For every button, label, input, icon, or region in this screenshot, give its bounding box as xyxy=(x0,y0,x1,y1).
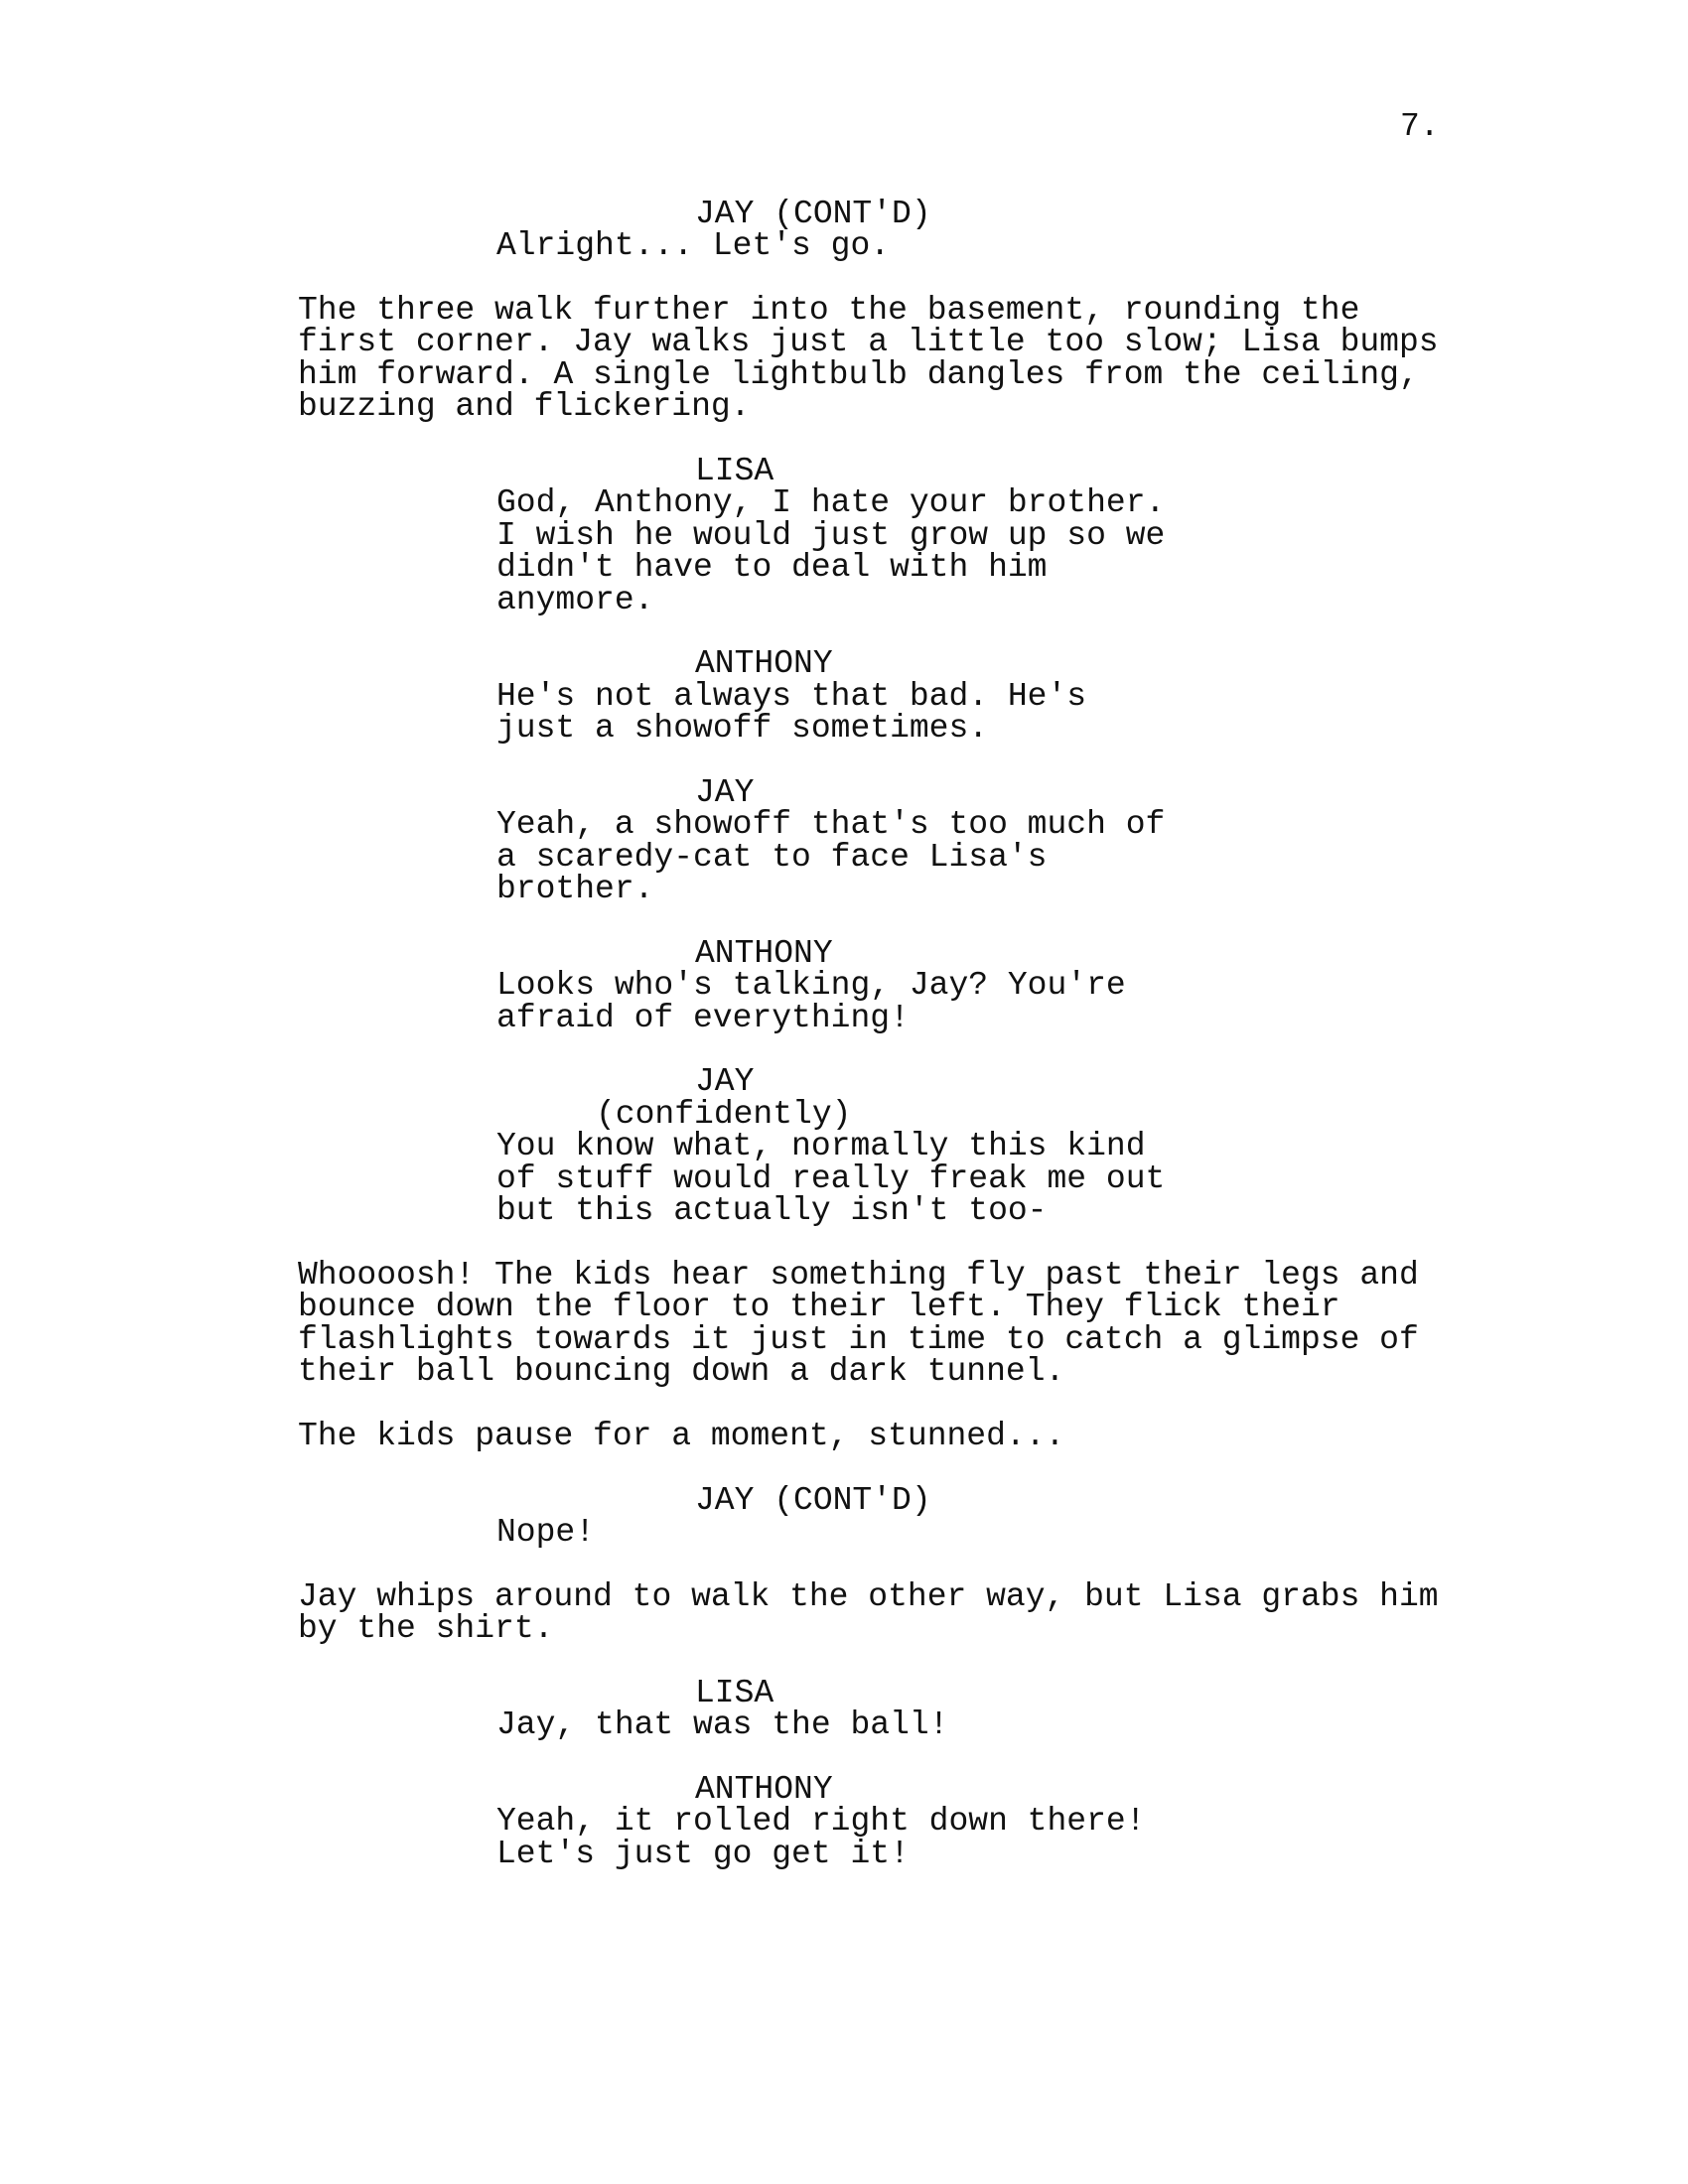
character-name: ANTHONY xyxy=(695,645,833,682)
dialogue-line: You know what, normally this kind xyxy=(496,1128,1146,1164)
character-name: ANTHONY xyxy=(695,1771,833,1808)
action-line: him forward. A single lightbulb dangles from the ceiling, xyxy=(298,356,1419,393)
dialogue-line: Yeah, it rolled right down there! xyxy=(496,1803,1146,1840)
dialogue-line: didn't have to deal with him xyxy=(496,549,1048,586)
parenthetical: (confidently) xyxy=(596,1096,852,1133)
character-name: JAY (CONT'D) xyxy=(695,1482,931,1519)
action-line: first corner. Jay walks just a little too slow; Lisa bumps xyxy=(298,324,1439,360)
character-name: JAY xyxy=(695,774,755,811)
dialogue-line: Let's just go get it! xyxy=(496,1836,910,1872)
action-line: buzzing and flickering. xyxy=(298,388,751,425)
action-line: by the shirt. xyxy=(298,1610,554,1647)
page-number: 7. xyxy=(1400,108,1440,145)
action-line: flashlights towards it just in time to catch a glimpse of xyxy=(298,1321,1419,1358)
action-line: their ball bouncing down a dark tunnel. xyxy=(298,1353,1065,1390)
dialogue-line: God, Anthony, I hate your brother. xyxy=(496,484,1166,521)
character-name: JAY xyxy=(695,1063,755,1100)
dialogue-line: He's not always that bad. He's xyxy=(496,678,1087,715)
action-line: bounce down the floor to their left. They flick their xyxy=(298,1289,1340,1325)
character-name: JAY (CONT'D) xyxy=(695,196,931,232)
dialogue-line: Yeah, a showoff that's too much of xyxy=(496,806,1166,843)
dialogue-line: just a showoff sometimes. xyxy=(496,710,989,747)
character-name: LISA xyxy=(695,1675,774,1711)
dialogue-line: Jay, that was the ball! xyxy=(496,1706,949,1743)
action-line: Jay whips around to walk the other way, but Lisa grabs him xyxy=(298,1578,1439,1615)
dialogue-line: I wish he would just grow up so we xyxy=(496,517,1166,554)
dialogue-line: Nope! xyxy=(496,1514,596,1551)
dialogue-line: Looks who's talking, Jay? You're xyxy=(496,967,1126,1004)
dialogue-line: Alright... Let's go. xyxy=(496,227,891,264)
dialogue-line: brother. xyxy=(496,871,654,907)
dialogue-line: of stuff would really freak me out xyxy=(496,1160,1166,1197)
character-name: ANTHONY xyxy=(695,935,833,972)
action-line: The three walk further into the basement, rounding the xyxy=(298,292,1360,329)
action-line: The kids pause for a moment, stunned... xyxy=(298,1418,1065,1454)
character-name: LISA xyxy=(695,453,774,489)
dialogue-line: but this actually isn't too- xyxy=(496,1192,1048,1229)
dialogue-line: a scaredy-cat to face Lisa's xyxy=(496,839,1048,876)
dialogue-line: anymore. xyxy=(496,582,654,618)
action-line: Whoooosh! The kids hear something fly past their legs and xyxy=(298,1257,1419,1294)
dialogue-line: afraid of everything! xyxy=(496,1000,910,1036)
